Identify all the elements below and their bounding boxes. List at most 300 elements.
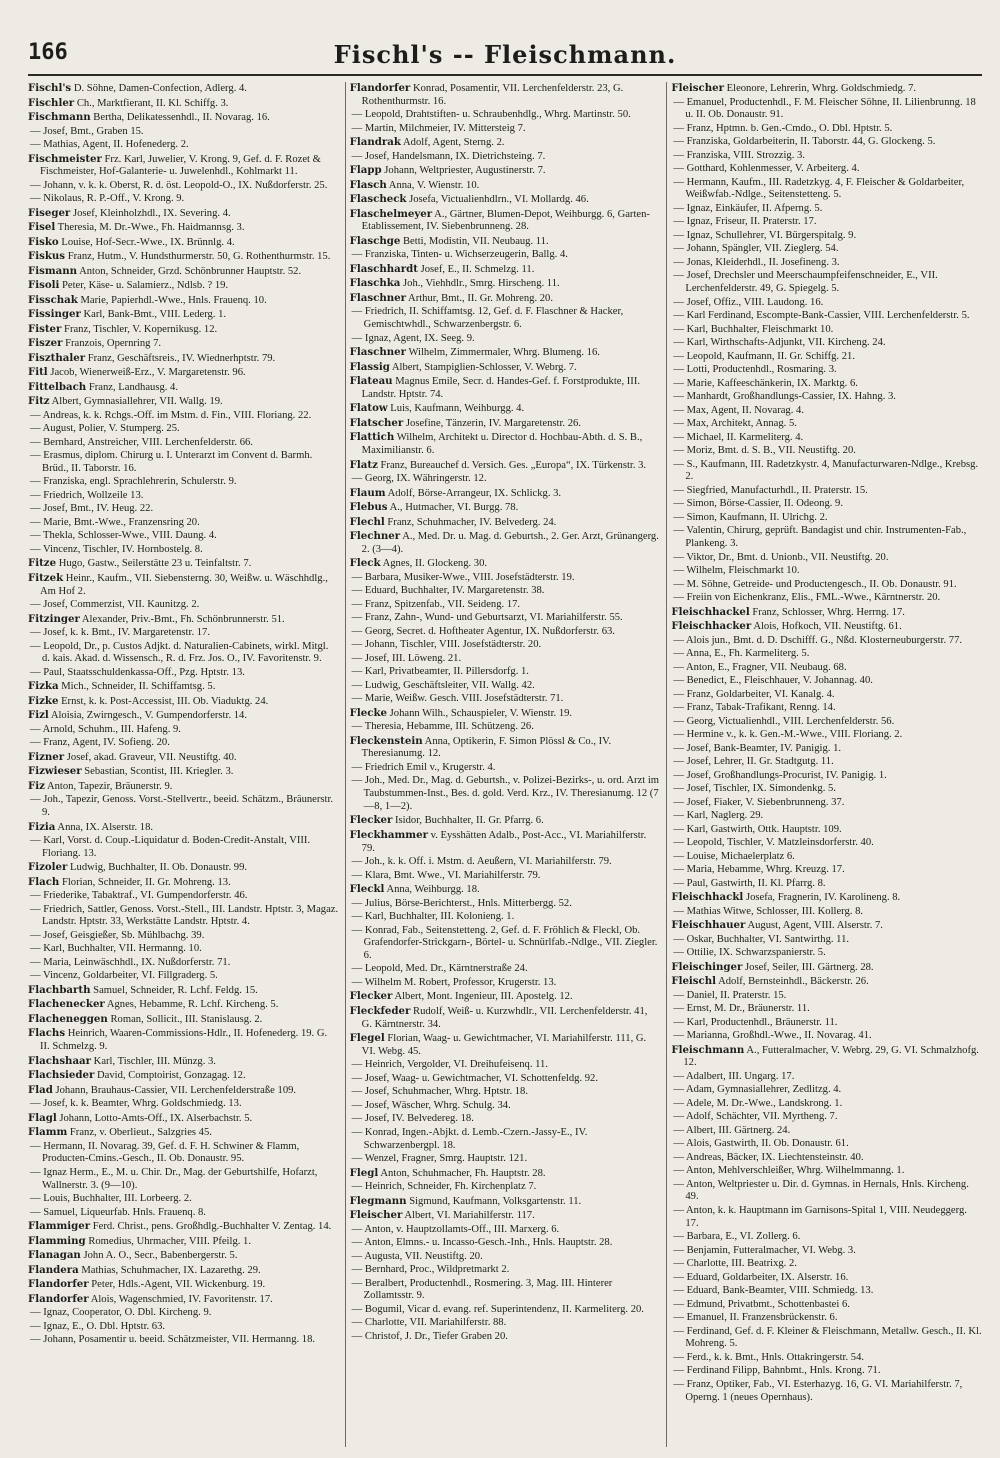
directory-entry: — Ignaz, Schullehrer, VI. Bürgerspitalg. 9. [673, 229, 857, 241]
entry-surname: Flegl [349, 1166, 379, 1179]
directory-entry: — Charlotte, III. Beatrixg. 2. [673, 1258, 797, 1270]
entry-surname: Flachbarth [28, 983, 91, 996]
entry-surname: Flad [28, 1083, 53, 1096]
entry-surname: Flandrak [349, 136, 401, 149]
directory-entry: — Ignaz, Agent, IX. Seeg. 9. [351, 332, 475, 344]
column-2 [345, 82, 661, 1447]
directory-entry: Fiz Anton, Tapezir, Bräunerstr. 9. [28, 779, 173, 792]
directory-entry: Fissinger Karl, Bank-Bmt., VIII. Lederg. 1. [28, 308, 227, 321]
directory-entry: Fiszthaler Franz, Geschäftsreis., IV. Wiednerhptstr. 79. [28, 351, 276, 364]
directory-entry: — Emanuel, II. Franzensbrückenstr. 6. [673, 1312, 838, 1324]
directory-entry: — Ignaz Herm., E., M. u. Chir. Dr., Mag. der Geburtshilfe, Hofarzt, Wallnerstr. 3. (9—10). [30, 1166, 318, 1191]
directory-entry: Flascheck Josefa, Victualienhdlrn., VI. Mollardg. 46. [349, 193, 589, 206]
directory-entry: — Friedrich, II. Schiffamtsg. 12, Gef. d. F. Flaschner & Hacker, Gemischtwhdl., Schwarzenbergstr. 6. [351, 306, 624, 331]
directory-entry: Fleischer Albert, VI. Mariahilferstr. 117. [349, 1209, 535, 1222]
directory-entry: — Barbara, E., VI. Zollerg. 6. [673, 1231, 801, 1243]
directory-entry: — Klara, Bmt. Wwe., VI. Mariahilferstr. 79. [351, 869, 541, 881]
directory-entry: — Nikolaus, R. P.-Off., V. Krong. 9. [30, 193, 185, 205]
directory-entry: — Freiin von Eichenkranz, Elis., FML.-Wwe., Kärntnerstr. 20. [673, 592, 941, 604]
directory-entry: — Theresia, Hebamme, III. Schützeng. 26. [351, 721, 534, 733]
entry-surname: Fiszer [28, 337, 63, 350]
entry-surname: Flacheneggen [28, 1012, 108, 1025]
entry-surname: Flecker [349, 990, 393, 1003]
directory-entry: Fischl's D. Söhne, Damen-Confection, Adlerg. 4. [28, 82, 247, 94]
directory-entry: — August, Polier, V. Stumperg. 25. [30, 423, 180, 435]
directory-entry: — Konrad, Fab., Seitenstetteng. 2, Gef. d. F. Fröhlich & Fleckl, Ob. Grafendorfer-Strickgarn-, Börtel- u. Schnürlfab.-Ndlge., VII. Ziegler. 6. [351, 924, 658, 961]
directory-entry: — Julius, Börse-Berichterst., Hnls. Mitterbergg. 52. [351, 897, 572, 909]
entry-surname: Flecke [349, 706, 387, 719]
directory-entry: — Andreas, k. k. Rchgs.-Off. im Mstm. d. Fin., VIII. Floriang. 22. [30, 409, 312, 421]
directory-entry: Flebus A., Hutmacher, VI. Burgg. 78. [349, 501, 519, 514]
directory-entry: Fleischer Eleonore, Lehrerin, Whrg. Goldschmiedg. 7. [671, 82, 917, 94]
directory-entry: Fischler Ch., Marktfierant, II. Kl. Schiffg. 3. [28, 96, 229, 109]
directory-entry: — Mathias, Agent, II. Hofenederg. 2. [30, 139, 189, 150]
entry-surname: Fleischhackl [671, 891, 744, 904]
directory-entry: — Friedrich, Wollzeile 13. [30, 489, 144, 501]
directory-entry: Flaum Adolf, Börse-Arrangeur, IX. Schlickg. 3. [349, 486, 562, 499]
directory-entry: Flaschner Arthur, Bmt., II. Gr. Mohreng. 20. [349, 291, 553, 304]
directory-entry: — Josef, Tischler, IX. Simondenkg. 5. [673, 783, 836, 795]
directory-entry: Fizner Josef, akad. Graveur, VII. Neustiftg. 40. [28, 750, 237, 763]
entry-surname: Fleckfeder [349, 1004, 411, 1017]
column-3 [666, 82, 982, 1447]
directory-entry: Flegel Florian, Waag- u. Gewichtmacher, VI. Mariahilferstr. 111, G. VI. Webg. 45. [349, 1032, 647, 1057]
directory-entry: — Ignaz, Einkäufer, II. Afperng. 5. [673, 202, 823, 214]
directory-entry: — Georg, Secret. d. Hoftheater Agentur, IX. Nußdorferstr. 63. [351, 625, 615, 637]
directory-entry: — Johann, v. k. k. Oberst, R. d. öst. Leopold-O., IX. Nußdorferstr. 25. [30, 179, 328, 191]
directory-entry: — Ferdinand Filipp, Bahnbmt., Hnls. Krong. 71. [673, 1365, 881, 1377]
directory-entry: Flandera Mathias, Schuhmacher, IX. Lazarethg. 29. [28, 1263, 261, 1276]
directory-entry: — Viktor, Dr., Bmt. d. Unionb., VII. Neustiftg. 20. [673, 551, 889, 563]
directory-entry: — Karl Ferdinand, Escompte-Bank-Cassier, VIII. Lerchenfelderstr. 5. [673, 310, 970, 322]
entry-surname: Flaschhardt [349, 262, 418, 275]
entry-surname: Flatz [349, 458, 378, 471]
entry-surname: Fleckenstein [349, 734, 423, 747]
entry-surname: Fiz [28, 779, 45, 792]
directory-entry: Flassig Albert, Stampiglien-Schlosser, V. Webrg. 7. [349, 360, 577, 373]
directory-entry: — Josef, Wäscher, Whrg. Schulg. 34. [351, 1099, 511, 1111]
entry-surname: Flascheck [349, 193, 407, 206]
entry-surname: Fleischer [349, 1209, 403, 1222]
directory-entry: — Paul, Gastwirth, II. Kl. Pfarrg. 8. [673, 877, 826, 889]
directory-entry: — Anton, E., Fragner, VII. Neubaug. 68. [673, 661, 847, 673]
directory-entry: — Josef, Bmt., IV. Heug. 22. [30, 503, 154, 515]
directory-entry: — Johann, Tischler, VIII. Josefstädterstr. 20. [351, 639, 542, 651]
directory-entry: — Arnold, Schuhm., III. Hafeng. 9. [30, 723, 181, 735]
directory-entry: — Louis, Buchhalter, III. Lorbeerg. 2. [30, 1193, 192, 1205]
entry-surname: Flateau [349, 375, 393, 388]
directory-entry: — Barbara, Musiker-Wwe., VIII. Josefstädterstr. 19. [351, 571, 575, 583]
directory-entry: Flachsieder David, Comptoirist, Gonzagag. 12. [28, 1069, 246, 1082]
directory-entry: — Friedrich, Sattler, Genoss. Vorst.-Stell., III. Landstr. Hptstr. 3, Magaz. Landstr. Hptstr. 33, Werkstätte Landstr. Hptstr. 4. [30, 903, 339, 928]
entry-surname: Flegel [349, 1032, 385, 1045]
directory-entry: Fitl Jacob, Wienerweiß-Erz., V. Margaretenstr. 96. [28, 366, 246, 379]
directory-entry: — Wenzel, Fragner, Smrg. Hauptstr. 121. [351, 1153, 528, 1165]
directory-entry: — Karl, Wirthschafts-Adjunkt, VII. Kircheng. 24. [673, 337, 886, 349]
entry-surname: Fischler [28, 96, 75, 109]
directory-entry: Flaschhardt Josef, E., II. Schmelzg. 11. [349, 262, 535, 275]
entry-surname: Fleischhackel [671, 605, 750, 618]
directory-entry: — Ernst, M. Dr., Bräunerstr. 11. [673, 1003, 810, 1015]
entry-surname: Flatow [349, 402, 388, 415]
entry-surname: Fleischhacker [671, 620, 752, 633]
directory-entry: Fizwieser Sebastian, Scontist, III. Kriegler. 3. [28, 765, 234, 778]
directory-columns [28, 82, 982, 1447]
directory-entry: — Joh., k. k. Off. i. Mstm. d. Aeußern, VI. Mariahilferstr. 79. [351, 856, 612, 868]
directory-entry: — Oskar, Buchhalter, VI. Santwirthg. 11. [673, 933, 850, 945]
entry-surname: Flassig [349, 360, 390, 373]
directory-entry: Flattich Wilhelm, Architekt u. Director d. Hochbau-Abth. d. S. B., Maximilianstr. 6. [349, 431, 643, 457]
directory-entry: — Anna, E., Fh. Karmeliterg. 5. [673, 648, 810, 660]
directory-entry: Fleischhauer August, Agent, VIII. Alserstr. 7. [671, 919, 883, 932]
directory-entry: — Ignaz, Cooperator, O. Dbl. Kircheng. 9. [30, 1307, 212, 1319]
directory-entry: Fleischhackl Josefa, Fragnerin, IV. Karolineng. 8. [671, 891, 901, 904]
directory-entry: — Anton, Elmns.- u. Incasso-Gesch.-Inh., Hnls. Hauptstr. 28. [351, 1237, 613, 1249]
page-header [28, 40, 982, 76]
entry-surname: Fitzek [28, 571, 64, 584]
running-head: Fischl's -- Fleischmann. [333, 40, 677, 69]
directory-entry: Flandorfer Peter, Hdls.-Agent, VII. Wickenburg. 19. [28, 1278, 266, 1291]
entry-surname: Flaum [349, 486, 386, 499]
directory-entry: Flamm Franz, v. Oberlieut., Salzgries 45. [28, 1126, 212, 1139]
directory-entry: Fisko Louise, Hof-Secr.-Wwe., IX. Brünnlg. 4. [28, 235, 235, 248]
directory-entry: — Eduard, Buchhalter, IV. Margaretenstr. 38. [351, 585, 545, 597]
entry-surname: Fitzinger [28, 612, 80, 625]
directory-entry: Fischmann Bertha, Delikatessenhdl., II. Novarag. 16. [28, 111, 270, 123]
directory-entry: Fitzek Heinr., Kaufm., VII. Siebensterng. 30, Weißw. u. Wäschhdlg., Am Hof 2. [28, 571, 328, 597]
entry-surname: Fisoli [28, 279, 60, 292]
directory-entry: — Augusta, VII. Neustiftg. 20. [351, 1250, 483, 1262]
directory-entry: — S., Kaufmann, III. Radetzkystr. 4, Manufacturwaren-Ndlge., Krebsg. 2. [673, 458, 979, 483]
directory-entry: Fisel Theresia, M. Dr.-Wwe., Fh. Haidmannsg. 3. [28, 221, 245, 234]
directory-entry: — Karl, Buchhalter, III. Kolonieng. 1. [351, 911, 515, 923]
entry-surname: Fleischer [671, 82, 724, 94]
directory-entry: — Anton, Weltpriester u. Dir. d. Gymnas. in Hernals, Hnls. Kircheng. 49. [673, 1178, 969, 1203]
entry-surname: Fittelbach [28, 380, 87, 393]
entry-surname: Fleischmann [671, 1043, 745, 1056]
directory-entry: Fizoler Ludwig, Buchhalter, II. Ob. Donaustr. 99. [28, 861, 248, 874]
entry-surname: Fleischhauer [671, 919, 746, 932]
directory-entry: Flaschelmeyer A., Gärtner, Blumen-Depot, Weihburgg. 6, Garten-Etablissement, IV. Siebenbrunneng. 28. [349, 207, 650, 233]
directory-entry: — Josef, Bmt., Graben 15. [30, 125, 144, 137]
entry-surname: Flandorfer [349, 82, 411, 94]
directory-entry: Flagl Johann, Lotto-Amts-Off., IX. Alserbachstr. 5. [28, 1111, 253, 1124]
directory-entry: — Max, Architekt, Annag. 5. [673, 418, 797, 430]
entry-surname: Flachsieder [28, 1069, 95, 1082]
directory-entry: Fleischhackel Franz, Schlosser, Whrg. Herrng. 17. [671, 605, 905, 618]
directory-entry: — Franz, Hptmn. b. Gen.-Cmdo., O. Dbl. Hptstr. 5. [673, 122, 893, 134]
directory-entry: Fleischmann A., Futteralmacher, V. Webrg. 29, G. VI. Schmalzhofg. 12. [671, 1043, 979, 1069]
entry-surname: Flattich [349, 431, 395, 444]
directory-entry: — Simon, Börse-Cassier, II. Odeong. 9. [673, 498, 843, 510]
directory-entry: — Franziska, Goldarbeiterin, II. Taborstr. 44, G. Glockeng. 5. [673, 136, 936, 148]
directory-entry: — Joh., Tapezir, Genoss. Vorst.-Stellvertr., beeid. Schätzm., Bräunerstr. 9. [30, 794, 334, 819]
directory-entry: Fleck Agnes, II. Glockeng. 30. [349, 557, 488, 570]
directory-entry: — Josef, Handelsmann, IX. Dietrichsteing. 7. [351, 150, 546, 162]
entry-surname: Fitze [28, 557, 57, 570]
entry-surname: Flachs [28, 1027, 66, 1040]
directory-entry: — Christof, J. Dr., Tiefer Graben 20. [351, 1330, 508, 1342]
directory-entry: — Josef, k. k. Bmt., IV. Margaretenstr. 17. [30, 627, 210, 639]
directory-entry: Fister Franz, Tischler, V. Kopernikusg. 12. [28, 322, 218, 335]
directory-entry: — Josef, IV. Belvedereg. 18. [351, 1113, 474, 1125]
entry-surname: Flachshaar [28, 1054, 92, 1067]
directory-entry: Flammiger Ferd. Christ., pens. Großhdlg.-Buchhalter V. Zentag. 14. [28, 1220, 332, 1233]
directory-entry: Flatscher Josefine, Tänzerin, IV. Margaretenstr. 26. [349, 416, 581, 429]
directory-entry: Fischmeister Frz. Karl, Juwelier, V. Krong. 9, Gef. d. F. Rozet & Fischmeister, Hof-Galanterie- u. Juwelenhdl., Kohlmarkt 11. [28, 152, 321, 178]
entry-surname: Fister [28, 322, 62, 335]
directory-entry: — Martin, Milchmeier, IV. Mittersteig 7. [351, 122, 526, 134]
directory-entry: — Konrad, Ingen.-Abjkt. d. Lemb.-Czern.-Jassy-E., IV. Schwarzenbergpl. 18. [351, 1126, 588, 1151]
directory-entry: — Karl, Buchhalter, VII. Hermanng. 10. [30, 943, 202, 955]
directory-entry: — Jonas, Kleiderhdl., II. Josefineng. 3. [673, 256, 840, 268]
directory-entry: — Josef, Commerzist, VII. Kaunitzg. 2. [30, 599, 200, 611]
directory-entry: — Eduard, Bank-Beamter, VIII. Schmiedg. 13. [673, 1285, 874, 1297]
directory-entry: — Albert, III. Gärtnerg. 24. [673, 1124, 791, 1136]
directory-entry: — Max, Agent, II. Novarag. 4. [673, 404, 804, 416]
entry-surname: Fisel [28, 221, 56, 234]
directory-entry: — Franz, Optiker, Fab., VI. Esterhazyg. 16, G. VI. Mariahilferstr. 7, Operng. 1 (neues Opernhaus). [673, 1378, 963, 1403]
directory-entry: — Georg, Victualienhdl., VIII. Lerchenfelderstr. 56. [673, 715, 895, 727]
entry-surname: Fleischinger [671, 960, 743, 973]
entry-surname: Fiseger [28, 206, 71, 219]
directory-entry: — Anton, k. k. Hauptmann im Garnisons-Spital 1, VIII. Neudeggerg. 17. [673, 1204, 967, 1229]
directory-entry: Flasch Anna, V. Wienstr. 10. [349, 178, 480, 191]
directory-entry: Flad Johann, Brauhaus-Cassier, VII. Lerchenfelderstraße 109. [28, 1083, 297, 1096]
directory-entry: Flegmann Sigmund, Kaufmann, Volksgartenstr. 11. [349, 1194, 582, 1207]
directory-entry: — Josef, Bank-Beamter, IV. Panigig. 1. [673, 742, 842, 754]
entry-surname: Fismann [28, 264, 78, 277]
directory-entry: Flecke Johann Wilh., Schauspieler, V. Wienstr. 19. [349, 706, 573, 719]
directory-entry: Flaschge Betti, Modistin, VII. Neubaug. 11. [349, 234, 549, 247]
directory-entry: Flaschner Wilhelm, Zimmermaler, Whrg. Blumeng. 16. [349, 346, 600, 359]
directory-entry: — Charlotte, VII. Mariahilferstr. 88. [351, 1317, 507, 1329]
directory-entry: — Karl, Productenhdl., Bräunerstr. 11. [673, 1016, 838, 1028]
directory-entry: Fleckhammer v. Eysshätten Adalb., Post-Acc., VI. Mariahilferstr. 79. [349, 828, 647, 854]
directory-entry: — Edmund, Privatbmt., Schottenbastei 6. [673, 1298, 850, 1310]
directory-entry: — Franz, Zahn-, Wund- und Geburtsarzt, VI. Mariahilferstr. 55. [351, 612, 623, 624]
directory-entry: — Simon, Kaufmann, II. Ulrichg. 2. [673, 511, 828, 523]
directory-entry: Flanagan John A. O., Secr., Babenbergerstr. 5. [28, 1249, 238, 1262]
directory-entry: Flechner A., Med. Dr. u. Mag. d. Geburtsh., 2. Ger. Arzt, Grünangerg. 2. (3—4). [349, 530, 659, 555]
entry-surname: Flapp [349, 164, 382, 177]
entry-surname: Fiszthaler [28, 351, 86, 364]
entry-surname: Flach [28, 875, 60, 888]
page-number: 166 [28, 40, 68, 65]
directory-entry: — Leopold, Tischler, V. Matzleinsdorferstr. 40. [673, 837, 874, 849]
directory-entry: — Maria, Hebamme, Whrg. Kreuzg. 17. [673, 864, 845, 876]
directory-entry: — Franziska, engl. Sprachlehrerin, Schulerstr. 9. [30, 476, 237, 488]
directory-entry: — Karl, Vorst. d. Coup.-Liquidatur d. Boden-Credit-Anstalt, VIII. Floriang. 13. [30, 835, 311, 859]
entry-surname: Fleischl [671, 975, 717, 988]
directory-entry: — Heinrich, Vergolder, VI. Dreihufeisenq. 11. [351, 1059, 548, 1071]
directory-entry: — Vincenz, Goldarbeiter, VI. Fillgraderg. 5. [30, 970, 218, 982]
directory-entry: — Manhardt, Großhandlungs-Cassier, IX. Hahng. 3. [673, 391, 896, 403]
directory-entry: Fizia Anna, IX. Alserstr. 18. [28, 820, 154, 833]
entry-surname: Flaschka [349, 277, 401, 290]
directory-entry: — Franz, Goldarbeiter, VI. Kanalg. 4. [673, 688, 835, 700]
directory-entry: — Valentin, Chirurg, geprüft. Bandagist und chir. Instrumenten-Fab., Plankeng. 3. [673, 525, 967, 550]
directory-entry: — Franz, Tabak-Trafikant, Renng. 14. [673, 702, 836, 714]
directory-entry: — Josef, Offiz., VIII. Laudong. 16. [673, 296, 824, 308]
directory-entry: — Daniel, II. Praterstr. 15. [673, 989, 787, 1001]
entry-surname: Fleck [349, 557, 381, 570]
directory-entry: — Anton, Mehlverschleißer, Whrg. Wilhelmmanng. 1. [673, 1165, 905, 1177]
entry-surname: Fischmann [28, 111, 91, 123]
entry-surname: Fischl's [28, 82, 72, 94]
entry-surname: Flaschner [349, 291, 406, 304]
directory-entry: Flandorfer Konrad, Posamentir, VII. Lerchenfelderstr. 23, G. Rothenthurmstr. 16. [349, 82, 624, 107]
directory-entry: Fleckfeder Rudolf, Weiß- u. Kurzwhdlr., VII. Lerchenfelderstr. 41, G. Kärntnerstr. 34. [349, 1004, 648, 1030]
directory-entry: Fleckenstein Anna, Optikerin, F. Simon Plössl & Co., IV. Theresianumg. 12. [349, 734, 612, 760]
directory-entry: Flachbarth Samuel, Schneider, R. Lchf. Feldg. 15. [28, 983, 258, 996]
directory-entry: — Siegfried, Manufacturhdl., II. Praterstr. 15. [673, 484, 868, 496]
directory-entry: Flecker Isidor, Buchhalter, II. Gr. Pfarrg. 6. [349, 814, 544, 827]
directory-entry: — Alois jun., Bmt. d. D. Dschifff. G., Nßd. Klosterneuburgerstr. 77. [673, 634, 963, 646]
entry-surname: Flegmann [349, 1194, 407, 1207]
directory-entry: Fittelbach Franz, Landhausg. 4. [28, 380, 178, 393]
directory-entry: — Adolf, Schächter, VII. Myrtheng. 7. [673, 1111, 838, 1123]
directory-entry: Fizke Ernst, k. k. Post-Accessist, III. Ob. Viaduktg. 24. [28, 694, 269, 707]
entry-surname: Flechl [349, 515, 385, 528]
directory-entry: Fismann Anton, Schneider, Grzd. Schönbrunner Hauptstr. 52. [28, 264, 302, 277]
entry-surname: Fleckhammer [349, 828, 428, 841]
entry-surname: Fizl [28, 709, 49, 722]
directory-entry: Fiseger Josef, Kleinholzhdl., IX. Severing. 4. [28, 206, 231, 219]
entry-surname: Fissinger [28, 308, 81, 321]
entry-surname: Flaschelmeyer [349, 207, 433, 220]
directory-entry: Flecker Albert, Mont. Ingenieur, III. Apostelg. 12. [349, 990, 573, 1003]
directory-entry: — Hermann, II. Novarag. 39, Gef. d. F. H. Schwiner & Flamm, Producten-Cmins.-Gesch., II. Ob. Donaustr. 95. [30, 1140, 300, 1165]
directory-entry: — Anton, v. Hauptzollamts-Off., III. Marxerg. 6. [351, 1223, 560, 1235]
entry-surname: Fizwieser [28, 765, 82, 778]
directory-entry: Flegl Anton, Schuhmacher, Fh. Hauptstr. 28. [349, 1166, 546, 1179]
directory-entry: Fisoli Peter, Käse- u. Salamierz., Ndlsb. ? 19. [28, 279, 229, 292]
entry-surname: Flasch [349, 178, 387, 191]
entry-surname: Flandorfer [28, 1278, 89, 1291]
directory-entry: — Bernhard, Proc., Wildpretmarkt 2. [351, 1264, 510, 1276]
directory-entry: — Erasmus, diplom. Chirurg u. I. Unterarzt im Convent d. Barmh. Brüd., II. Taborstr. 16. [30, 450, 313, 474]
directory-entry: — Louise, Michaelerplatz 6. [673, 850, 795, 862]
directory-entry: — Josef, k. k. Beamter, Whrg. Goldschmiedg. 13. [30, 1098, 242, 1110]
directory-entry: — Marianna, Großhdl.-Wwe., II. Novarag. 41. [673, 1030, 872, 1042]
directory-entry: — Josef, Geisgießer, Sb. Mühlbachg. 39. [30, 929, 205, 941]
directory-entry: — M. Söhne, Getreide- und Productengesch., II. Ob. Donaustr. 91. [673, 578, 957, 590]
directory-entry: Flachshaar Karl, Tischler, III. Münzg. 3. [28, 1054, 216, 1067]
directory-entry: Flandorfer Alois, Wagenschmied, IV. Favoritenstr. 17. [28, 1292, 273, 1305]
directory-entry: Flach Florian, Schneider, II. Gr. Mohreng. 13. [28, 875, 231, 888]
directory-entry: Flachenecker Agnes, Hebamme, R. Lchf. Kircheng. 5. [28, 998, 279, 1011]
directory-entry: — Benjamin, Futteralmacher, VI. Webg. 3. [673, 1244, 856, 1256]
directory-entry: Flachs Heinrich, Waaren-Commissions-Hdlr., II. Hofenederg. 19. G. II. Schmelzg. 9. [28, 1027, 328, 1053]
directory-entry: — Leopold, Dr., p. Custos Adjkt. d. Naturalien-Cabinets, wirkl. Mitgl. d. kais. Akad. d. Wissensch., R. d. Frz. Jos. O., IV. Favoritenstr. 9. [30, 640, 329, 665]
directory-entry: — Ferdinand, Gef. d. F. Kleiner & Fleischmann, Metallw. Gesch., II. Kl. Mohreng. 5. [673, 1325, 982, 1350]
entry-surname: Fizke [28, 694, 59, 707]
directory-entry: — Adele, M. Dr.-Wwe., Landskrong. 1. [673, 1097, 843, 1109]
directory-entry: — Friedrich Emil v., Krugerstr. 4. [351, 761, 496, 773]
directory-entry: — Georg, IX. Währingerstr. 12. [351, 473, 487, 485]
entry-surname: Fiskus [28, 250, 66, 263]
entry-surname: Fisschak [28, 293, 78, 306]
directory-entry: Flaschka Joh., Viehhdlr., Smrg. Hirscheng. 11. [349, 277, 560, 290]
directory-entry: Fleischhacker Alois, Hofkoch, VII. Neustiftg. 61. [671, 620, 902, 633]
directory-entry: Fitzinger Alexander, Priv.-Bmt., Fh. Schönbrunnerstr. 51. [28, 612, 285, 625]
directory-entry: Fiskus Franz, Hutm., V. Hundsthurmerstr. 50, G. Rothenthurmstr. 15. [28, 250, 331, 263]
directory-entry: — Michael, II. Karmeliterg. 4. [673, 431, 804, 443]
directory-entry: — Josef, Schuhmacher, Whrg. Hptstr. 18. [351, 1086, 528, 1098]
directory-entry: — Bernhard, Anstreicher, VIII. Lerchenfelderstr. 66. [30, 436, 253, 448]
directory-entry: — Franz, Spitzenfab., VII. Seideng. 17. [351, 598, 521, 610]
directory-entry: — Hermine v., k. k. Gen.-M.-Wwe., VIII. Floriang. 2. [673, 729, 903, 741]
entry-surname: Flaschner [349, 346, 406, 359]
directory-entry: — Mathias Witwe, Schlosser, III. Kollerg. 8. [673, 905, 864, 917]
entry-surname: Flandorfer [28, 1292, 89, 1305]
directory-entry: — Marie, Bmt.-Wwe., Franzensring 20. [30, 516, 200, 528]
directory-entry: — Heinrich, Schneider, Fh. Kirchenplatz 7. [351, 1181, 537, 1193]
entry-surname: Fleckl [349, 883, 385, 896]
directory-entry: — Wilhelm M. Robert, Professor, Krugerstr. 13. [351, 976, 557, 988]
entry-surname: Flecker [349, 814, 393, 827]
directory-entry: Fleischl Adolf, Bernsteinhdl., Bäckerstr. 26. [671, 975, 869, 988]
directory-entry: — Ferd., k. k. Bmt., Hnls. Ottakringerstr. 54. [673, 1351, 865, 1363]
directory-entry: — Friederike, Tabaktraf., VI. Gumpendorferstr. 46. [30, 890, 248, 902]
entry-surname: Fizoler [28, 861, 68, 874]
entry-surname: Flagl [28, 1111, 57, 1124]
directory-entry: Flacheneggen Roman, Sollicit., III. Stanislausg. 2. [28, 1012, 263, 1025]
directory-entry: Flechl Franz, Schuhmacher, IV. Belvederg. 24. [349, 515, 557, 528]
directory-entry: — Emanuel, Productenhdl., F. M. Fleischer Söhne, II. Lilienbrunng. 18 u. II. Ob. Donaustr. 91. [673, 96, 976, 121]
directory-entry: — Adalbert, III. Ungarg. 17. [673, 1070, 795, 1082]
entry-surname: Flachenecker [28, 998, 105, 1011]
directory-entry: — Karl, Privatbeamter, II. Pillersdorfg. 1. [351, 666, 529, 678]
directory-entry: — Leopold, Kaufmann, II. Gr. Schiffg. 21. [673, 350, 855, 362]
directory-entry: — Franziska, VIII. Strozzig. 3. [673, 149, 805, 161]
entry-surname: Fisko [28, 235, 59, 248]
directory-entry: — Marie, Weißw. Gesch. VIII. Josefstädterstr. 71. [351, 693, 564, 705]
entry-surname: Flanagan [28, 1249, 81, 1262]
directory-entry: — Samuel, Liqueurfab. Hnls. Frauenq. 8. [30, 1206, 206, 1218]
directory-entry: — Adam, Gymnasiallehrer, Zedlitzg. 4. [673, 1084, 842, 1096]
directory-entry: — Ignaz, Friseur, II. Praterstr. 17. [673, 216, 817, 228]
directory-entry: Flapp Johann, Weltpriester, Augustinerstr. 7. [349, 164, 546, 177]
directory-entry: — Josef, Lehrer, II. Gr. Stadtgutg. 11. [673, 756, 834, 768]
directory-entry: — Beralbert, Productenhdl., Rosmering. 3, Mag. III. Hinterer Zollamtsstr. 9. [351, 1277, 613, 1302]
directory-entry: — Leopold, Med. Dr., Kärntnerstraße 24. [351, 963, 528, 975]
directory-entry: — Vincenz, Tischler, IV. Hornbostelg. 8. [30, 543, 203, 555]
entry-surname: Flebus [349, 501, 388, 514]
directory-entry: — Hermann, Kaufm., III. Radetzkyg. 4, F. Fleischer & Goldarbeiter, Weißwfab.-Ndlge., Seitenstetteng. 5. [673, 176, 965, 201]
directory-entry: — Ludwig, Geschäftsleiter, VII. Wallg. 42. [351, 679, 535, 691]
entry-surname: Fizia [28, 820, 56, 833]
directory-entry: — Wilhelm, Fleischmarkt 10. [673, 565, 800, 577]
directory-entry: — Josef, Großhandlungs-Procurist, IV. Panigig. 1. [673, 769, 887, 781]
entry-surname: Flandera [28, 1263, 79, 1276]
directory-entry: — Karl, Naglerg. 29. [673, 810, 764, 822]
directory-entry: Flatow Luis, Kaufmann, Weihburgg. 4. [349, 402, 525, 415]
directory-entry: — Marie, Kaffeeschänkerin, IX. Marktg. 6. [673, 377, 858, 389]
directory-entry: — Josef, Waag- u. Gewichtmacher, VI. Schottenfeldg. 92. [351, 1072, 599, 1084]
entry-surname: Fitl [28, 366, 48, 379]
directory-entry: Fisschak Marie, Papierhdl.-Wwe., Hnls. Frauenq. 10. [28, 293, 267, 306]
directory-entry: Fleckl Anna, Weihburgg. 18. [349, 883, 480, 896]
entry-surname: Fizka [28, 680, 59, 693]
directory-entry: Fizl Aloisia, Zwirngesch., V. Gumpendorferstr. 14. [28, 709, 247, 722]
directory-entry: — Josef, Drechsler und Meerschaumpfeifenschneider, E., VII. Lerchenfelderstr. 49, G. Spiegelg. 5. [673, 270, 938, 295]
directory-entry: — Josef, III. Löweng. 21. [351, 652, 462, 664]
directory-entry: Flandrak Adolf, Agent, Sterng. 2. [349, 136, 505, 149]
directory-entry: — Karl, Gastwirth, Ottk. Hauptstr. 109. [673, 823, 842, 835]
directory-entry: — Gotthard, Kohlenmesser, V. Arbeiterg. 4. [673, 163, 860, 175]
